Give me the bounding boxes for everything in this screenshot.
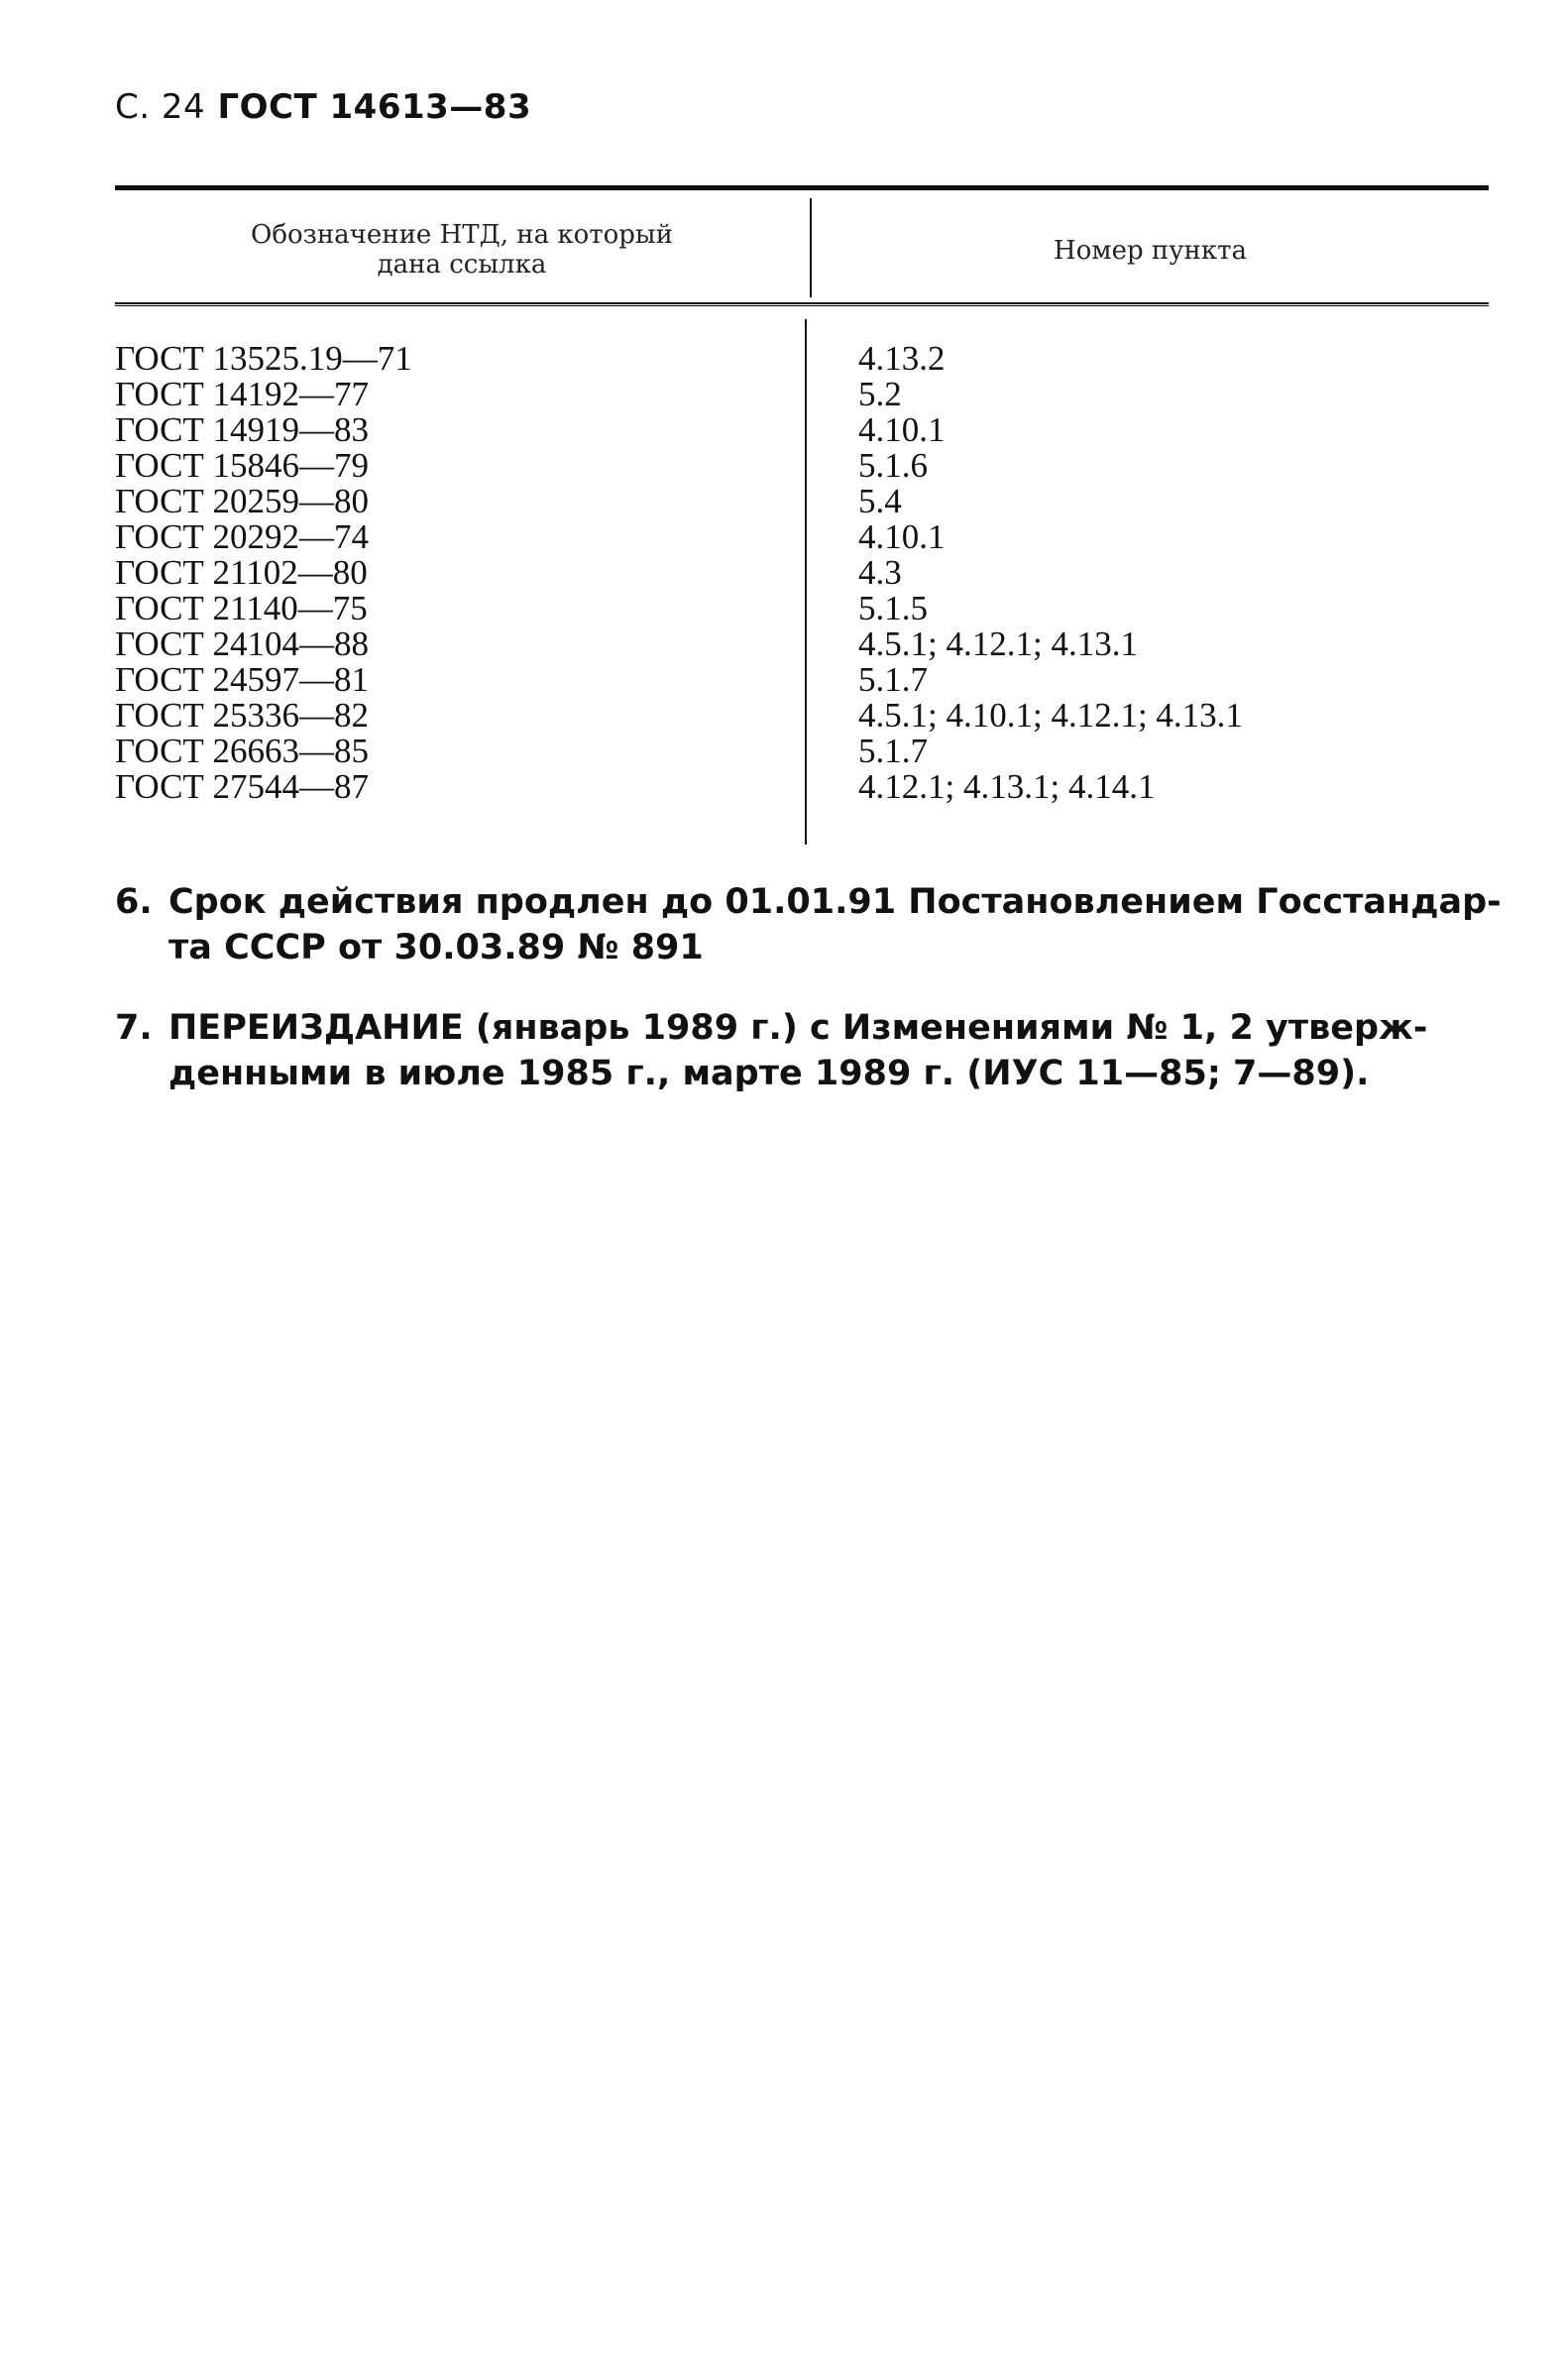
page-number: С. 24 bbox=[115, 87, 206, 127]
table-row-doc: ГОСТ 21102—80 bbox=[115, 553, 368, 592]
table-row-item: 4.5.1; 4.10.1; 4.12.1; 4.13.1 bbox=[858, 696, 1243, 735]
table-row-doc: ГОСТ 14919—83 bbox=[115, 410, 370, 449]
column-header-reference-doc bbox=[115, 220, 809, 280]
table-row-item: 5.1.7 bbox=[858, 732, 928, 770]
note-number: 6. bbox=[115, 882, 153, 922]
table-row-doc: ГОСТ 20259—80 bbox=[115, 482, 370, 520]
table-row-doc: ГОСТ 26663—85 bbox=[115, 732, 370, 770]
note-line: та СССР от 30.03.89 № 891 bbox=[168, 928, 704, 967]
table-row-item: 4.3 bbox=[858, 553, 902, 592]
column-header-reference-line2: дана ссылка bbox=[377, 250, 547, 280]
body-column-divider bbox=[805, 319, 807, 845]
table-row-doc: ГОСТ 20292—74 bbox=[115, 517, 370, 556]
table-row-doc: ГОСТ 25336—82 bbox=[115, 696, 370, 735]
table-row-doc: ГОСТ 24597—81 bbox=[115, 660, 370, 699]
table-row-doc: ГОСТ 21140—75 bbox=[115, 589, 368, 627]
note-reissue bbox=[115, 1005, 1503, 1096]
note-line: ПЕРЕИЗДАНИЕ (январь 1989 г.) с Изменениями № 1, 2 утверж- bbox=[168, 1008, 1428, 1048]
table-row-item: 5.2 bbox=[858, 375, 902, 413]
reference-doc-column bbox=[115, 341, 412, 805]
page-header bbox=[115, 87, 531, 127]
note-number: 7. bbox=[115, 1008, 153, 1048]
column-header-item-number: Номер пункта bbox=[1054, 236, 1247, 266]
table-row-item: 5.1.6 bbox=[858, 446, 928, 485]
note-validity-extension bbox=[115, 879, 1503, 970]
column-header-reference-line1: Обозначение НТД, на который bbox=[251, 220, 673, 250]
table-row-doc: ГОСТ 14192—77 bbox=[115, 375, 370, 413]
item-number-column bbox=[858, 341, 1243, 805]
header-column-divider bbox=[810, 198, 812, 297]
table-row-item: 4.10.1 bbox=[858, 410, 946, 449]
note-line: Срок действия продлен до 01.01.91 Постановлением Госстандар- bbox=[168, 882, 1502, 922]
table-row-item: 5.1.5 bbox=[858, 589, 928, 627]
table-row-doc: ГОСТ 24104—88 bbox=[115, 624, 370, 663]
table-row-doc: ГОСТ 27544—87 bbox=[115, 767, 370, 806]
table-row-doc: ГОСТ 13525.19—71 bbox=[115, 339, 412, 378]
table-row-item: 4.13.2 bbox=[858, 339, 946, 378]
note-line: денными в июле 1985 г., марте 1989 г. (ИУС 11—85; 7—89). bbox=[168, 1054, 1370, 1093]
table-row-item: 5.1.7 bbox=[858, 660, 928, 699]
table-top-rule bbox=[115, 185, 1489, 190]
header-bottom-rule bbox=[115, 302, 1489, 306]
standard-code: ГОСТ 14613—83 bbox=[217, 87, 532, 127]
table-row-doc: ГОСТ 15846—79 bbox=[115, 446, 370, 485]
table-row-item: 5.4 bbox=[858, 482, 902, 520]
table-row-item: 4.5.1; 4.12.1; 4.13.1 bbox=[858, 624, 1138, 663]
table-row-item: 4.10.1 bbox=[858, 517, 946, 556]
table-row-item: 4.12.1; 4.13.1; 4.14.1 bbox=[858, 767, 1156, 806]
